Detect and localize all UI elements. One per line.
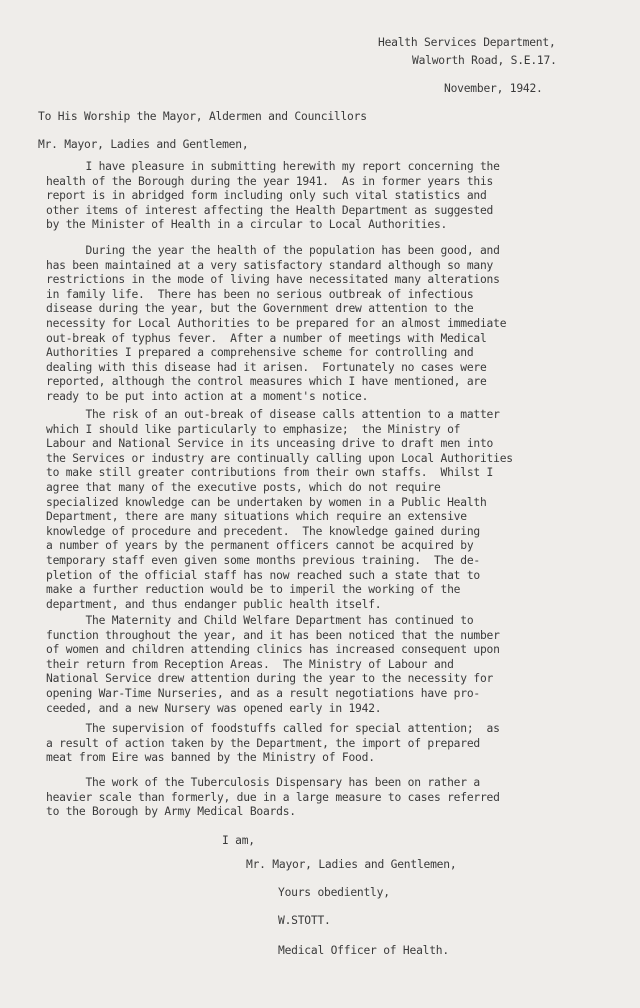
paragraph-line: restrictions in the mode of living have necessitated many alterations — [46, 273, 500, 287]
paragraph-line: has been maintained at a very satisfactory standard although so many — [46, 258, 494, 272]
paragraph-line: The risk of an out-break of disease calls attention to a matter — [46, 408, 500, 421]
paragraph-line: department, and thus endanger public health itself. — [46, 597, 382, 611]
paragraph-line: other items of interest affecting the Health Department as suggested — [46, 203, 494, 217]
paragraph-line: specialized knowledge can be undertaken by women in a Public Health — [46, 495, 487, 509]
paragraph-line: The work of the Tuberculosis Dispensary has been on rather a — [46, 776, 480, 789]
closing-salutation: Mr. Mayor, Ladies and Gentlemen, — [246, 858, 457, 871]
paragraph-line: report is in abridged form including only such vital statistics and — [46, 189, 487, 203]
paragraph-line: disease during the year, but the Government drew attention to the — [46, 302, 474, 316]
paragraph-line: ceeded, and a new Nursery was opened early in 1942. — [46, 701, 382, 715]
paragraph-line: Authorities I prepared a comprehensive scheme for controlling and — [46, 346, 474, 360]
paragraph-line: by the Minister of Health in a circular to Local Authorities. — [46, 218, 448, 232]
paragraph-line: necessity for Local Authorities to be prepared for an almost immediate — [46, 316, 507, 330]
paragraph-2 — [46, 244, 606, 405]
paragraph-line: their return from Reception Areas. The Ministry of Labour and — [46, 657, 454, 671]
paragraph-line: health of the Borough during the year 1941. As in former years this — [46, 174, 494, 188]
paragraph-line: reported, although the control measures which I have mentioned, are — [46, 375, 487, 389]
signatory-name: W.STOTT. — [278, 914, 331, 927]
paragraph-6 — [46, 776, 606, 820]
paragraph-line: meat from Eire was banned by the Ministry of Food. — [46, 751, 375, 765]
paragraph-3 — [46, 408, 606, 612]
paragraph-line: ready to be put into action at a moment's notice. — [46, 389, 369, 403]
date-line: November, 1942. — [444, 82, 543, 95]
closing-yours: Yours obediently, — [278, 886, 390, 899]
paragraph-line: of women and children attending clinics has increased consequent upon — [46, 643, 500, 657]
paragraph-line: Labour and National Service in its unceasing drive to draft men into — [46, 437, 494, 451]
paragraph-line: which I should like particularly to emphasize; the Ministry of — [46, 422, 461, 436]
paragraph-line: to the Borough by Army Medical Boards. — [46, 805, 296, 819]
paragraph-5 — [46, 722, 606, 766]
paragraph-line: to make still greater contributions from their own staffs. Whilst I — [46, 466, 494, 480]
paragraph-4 — [46, 614, 606, 716]
paragraph-line: make a further reduction would be to imperil the working of the — [46, 583, 461, 597]
salutation: Mr. Mayor, Ladies and Gentlemen, — [38, 138, 249, 151]
paragraph-line: The supervision of foodstuffs called for special attention; as — [46, 722, 500, 735]
paragraph-line: The Maternity and Child Welfare Department has continued to — [46, 614, 474, 627]
paragraph-line: pletion of the official staff has now reached such a state that to — [46, 568, 480, 582]
paragraph-line: dealing with this disease had it arisen. Fortunately no cases were — [46, 360, 487, 374]
signatory-title: Medical Officer of Health. — [278, 944, 449, 957]
paragraph-line: in family life. There has been no serious outbreak of infectious — [46, 287, 474, 301]
paragraph-line: the Services or industry are continually calling upon Local Authorities — [46, 451, 513, 465]
paragraph-line: temporary staff even given some months previous training. The de- — [46, 553, 480, 567]
addressee: To His Worship the Mayor, Aldermen and Councillors — [38, 110, 367, 123]
paragraph-line: Department, there are many situations which require an extensive — [46, 510, 467, 524]
paragraph-line: a result of action taken by the Department, the import of prepared — [46, 736, 480, 750]
paragraph-line: National Service drew attention during the year to the necessity for — [46, 672, 494, 686]
paragraph-line: heavier scale than formerly, due in a large measure to cases referred — [46, 790, 500, 804]
paragraph-line: agree that many of the executive posts, which do not require — [46, 480, 441, 494]
address-line: Walworth Road, S.E.17. — [412, 54, 557, 67]
closing-i-am: I am, — [222, 834, 255, 847]
paragraph-line: opening War-Time Nurseries, and as a result negotiations have pro- — [46, 686, 480, 700]
paragraph-line: knowledge of procedure and precedent. The knowledge gained during — [46, 524, 480, 538]
paragraph-line: function throughout the year, and it has been noticed that the number — [46, 628, 500, 642]
paragraph-line: I have pleasure in submitting herewith my report concerning the — [46, 160, 500, 173]
paragraph-line: a number of years by the permanent officers cannot be acquired by — [46, 539, 474, 553]
paragraph-line: out-break of typhus fever. After a number of meetings with Medical — [46, 331, 487, 345]
paragraph-1 — [46, 160, 606, 233]
department-line: Health Services Department, — [378, 36, 556, 49]
paragraph-line: During the year the health of the population has been good, and — [46, 244, 500, 257]
